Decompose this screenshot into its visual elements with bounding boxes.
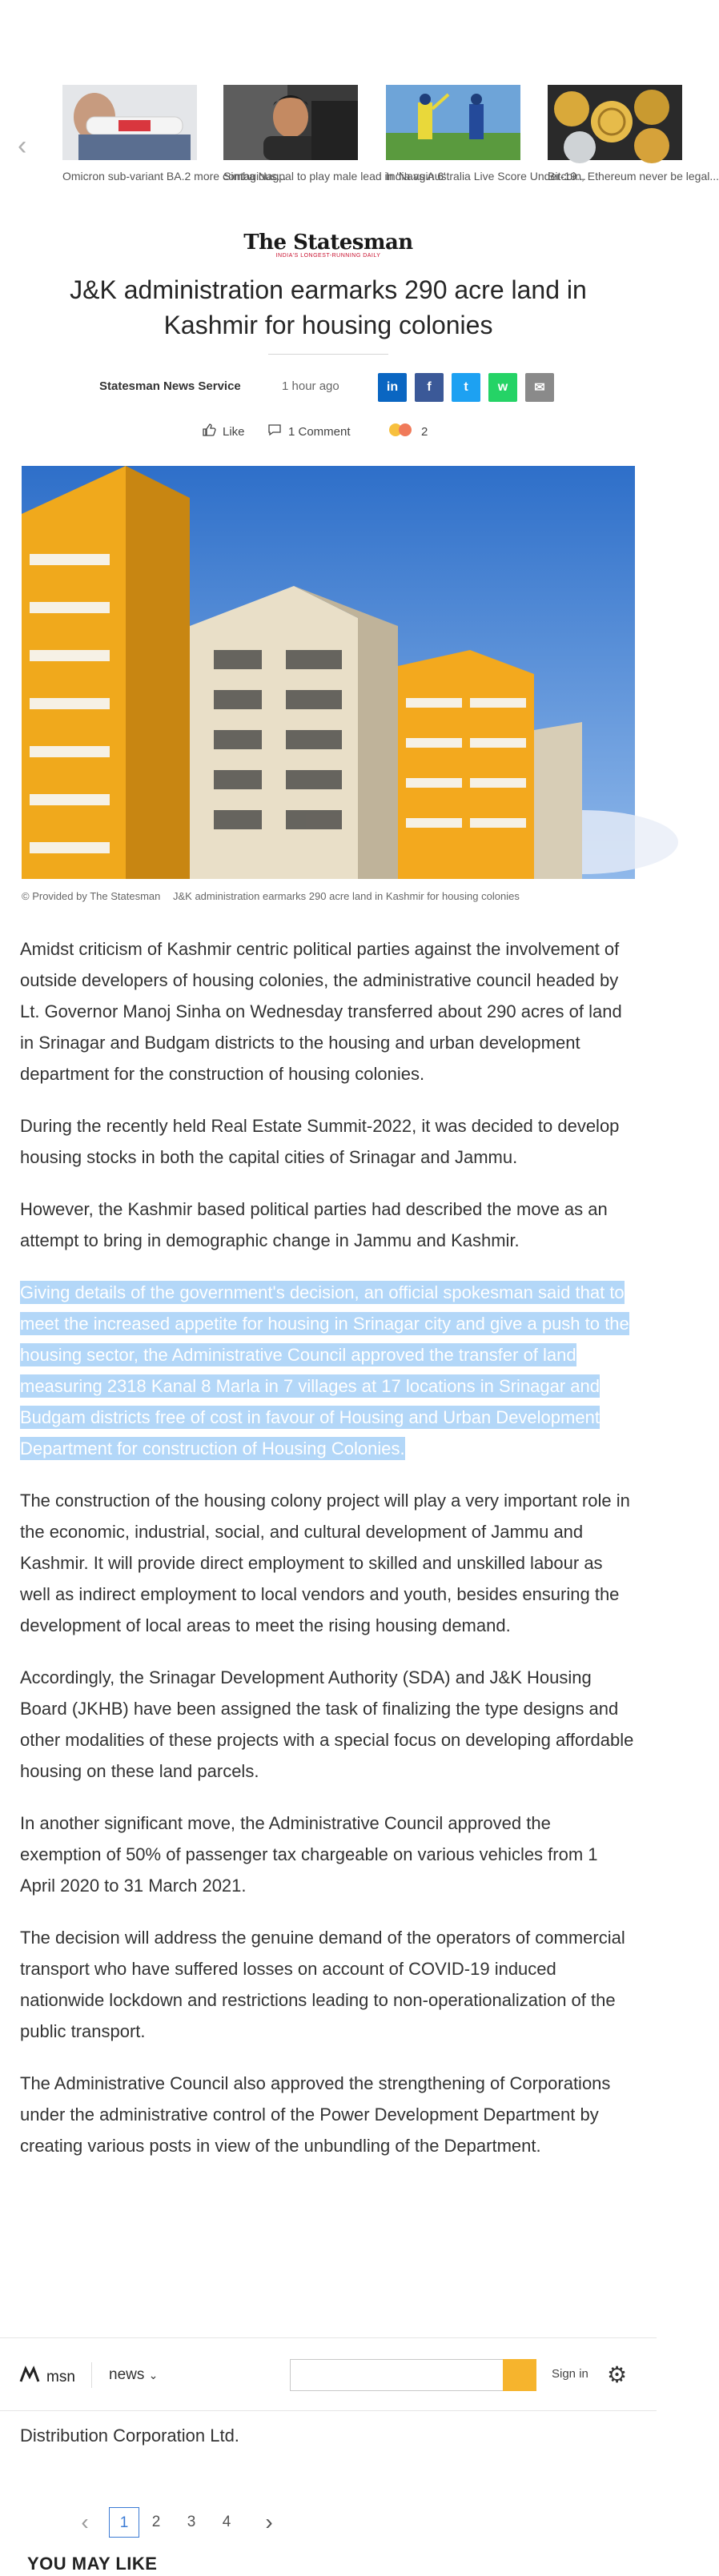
carousel-item[interactable] — [62, 85, 287, 184]
vial-photo — [62, 85, 197, 160]
article-paragraph: The construction of the housing colony project will play a very important role in the economic, industrial, social, and cultural development of Jammu and Kashmir. It will provide direct employment to skilled and unskilled labour as well as indirect employment to local vendors and youth, besides ensuring the development of local areas to meet the rising housing demand. — [20, 1491, 630, 1635]
article-paragraph: The Administrative Council also approved the strengthening of Corporations under the administrative control of the Power Development Department by creating various posts in view of the unbundling of the Department. — [20, 2073, 611, 2156]
carousel-item[interactable] — [548, 85, 719, 184]
coins-photo — [548, 85, 682, 160]
thumbs-up-icon — [202, 423, 216, 440]
publisher-logo[interactable] — [0, 231, 657, 259]
news-menu[interactable] — [109, 2366, 158, 2384]
msn-header-bar — [0, 2337, 657, 2411]
article-headline: J&K administration earmarks 290 acre land in Kashmir for housing colonies — [70, 275, 587, 339]
carousel-item-title: Simba Nagpal to play male lead in 'Naagin 6' — [223, 170, 446, 183]
article-paragraph: Amidst criticism of Kashmir centric political parties against the involvement of outside developers of housing colonies, the administrative council headed by Lt. Governor Manoj Sinha on Wednesday transferred about 290 acres of land in Srinagar and Budgam districts to the housing and urban development department for the construction of housing colonies. — [20, 939, 622, 1084]
twitter-share-button[interactable] — [452, 373, 480, 402]
publish-time: 1 hour ago — [282, 379, 339, 393]
article-body — [20, 933, 637, 2182]
page-button[interactable]: 4 — [222, 2514, 231, 2530]
caption-text: J&K administration earmarks 290 acre land in Kashmir for housing colonies — [173, 890, 520, 902]
carousel-item-title: India vs Australia Live Score Under-19... — [386, 170, 586, 183]
carousel-item[interactable] — [223, 85, 446, 184]
sign-in-link[interactable]: Sign in — [552, 2367, 588, 2381]
image-caption — [22, 890, 635, 902]
search-input[interactable] — [290, 2359, 503, 2391]
reaction-emoji-icon — [388, 422, 415, 441]
msn-logo[interactable] — [19, 2365, 75, 2389]
whatsapp-share-button[interactable] — [488, 373, 517, 402]
caption-source: © Provided by The Statesman — [22, 890, 161, 902]
article-paragraph: The decision will address the genuine demand of the operators of commercial transport who have suffered losses on account of COVID-19 induced nationwide lockdown and restrictions leading to non-operationalization of the public transport. — [20, 1928, 625, 2041]
email-icon: ✉ — [534, 381, 545, 395]
reactions-bar — [0, 421, 657, 442]
provider-name[interactable]: Statesman News Service — [99, 379, 241, 393]
gear-icon[interactable]: ⚙ — [607, 2362, 628, 2387]
carousel-item-title: Omicron sub-variant BA.2 more contagious... — [62, 170, 287, 183]
page-button[interactable]: 2 — [151, 2514, 161, 2530]
email-share-button[interactable] — [525, 373, 554, 402]
msn-logo-text: msn — [46, 2369, 75, 2385]
chevron-left-icon[interactable]: ‹ — [81, 2510, 89, 2534]
article-paragraph: During the recently held Real Estate Summit-2022, it was decided to develop housing stocks in both the capital cities of Srinagar and Jammu. — [20, 1116, 620, 1167]
page-button[interactable]: 1 — [109, 2507, 139, 2538]
search-button[interactable] — [503, 2359, 536, 2391]
article-paragraph: Accordingly, the Srinagar Development Authority (SDA) and J&K Housing Board (JKHB) have been assigned the task of finalizing the type designs and other modalities of these projects with a special focus on developing affordable housing on these land parcels. — [20, 1667, 634, 1781]
chevron-left-icon[interactable]: ‹ — [18, 130, 27, 161]
carousel-item-title: Bitcoin, Ethereum never be legal... — [548, 170, 719, 183]
article-hero-image — [22, 466, 635, 879]
you-may-like-heading: YOU MAY LIKE — [27, 2554, 158, 2574]
selected-text: Giving details of the government's decision, an official spokesman said that to meet the increased appetite for housing in Srinagar city and give a push to the housing sector, the Administrative Council approved the transfer of land measuring 2318 Kanal 8 Marla in 7 villages at 17 locations in Srinagar and Budgam districts free of cost in favour of Housing and Urban Development Department for construction of Housing Colonies. — [20, 1282, 629, 1459]
chevron-right-icon[interactable]: › — [265, 2510, 273, 2534]
article-paragraph: However, the Kashmir based political parties had described the move as an attempt to bring in demographic change in Jammu and Kashmir. — [20, 1199, 608, 1250]
like-label: Like — [223, 424, 245, 439]
top-stories-carousel — [0, 77, 719, 213]
chevron-down-icon: ⌄ — [148, 2369, 159, 2381]
linkedin-icon: in — [386, 380, 399, 394]
facebook-share-button[interactable] — [415, 373, 444, 402]
carousel-item[interactable] — [386, 85, 586, 184]
selected-paragraph — [20, 1277, 637, 1464]
reactions-summary[interactable] — [388, 421, 428, 442]
msn-butterfly-icon — [19, 2365, 40, 2389]
publisher-name: The Statesman — [243, 231, 413, 255]
publisher-tagline: INDIA'S LONGEST-RUNNING DAILY — [275, 253, 381, 259]
facebook-icon: f — [427, 380, 432, 394]
comment-count: 1 Comment — [288, 424, 351, 439]
divider — [268, 354, 388, 355]
comment-icon — [267, 423, 282, 440]
byline — [0, 373, 657, 402]
article-paragraph: In another significant move, the Administrative Council approved the exemption of 50% of passenger tax chargeable on various vehicles from 1 April 2020 to 31 March 2021. — [20, 1813, 598, 1896]
actor-photo — [223, 85, 358, 160]
comment-button[interactable] — [267, 421, 351, 442]
pagination — [0, 2507, 657, 2539]
twitter-icon: t — [464, 380, 468, 394]
cricket-photo — [386, 85, 520, 160]
article-paragraph-tail: Distribution Corporation Ltd. — [20, 2426, 239, 2446]
whatsapp-icon: w — [497, 380, 508, 394]
divider — [91, 2362, 92, 2388]
like-button[interactable] — [202, 421, 245, 442]
linkedin-share-button[interactable] — [378, 373, 407, 402]
reaction-count: 2 — [421, 424, 428, 439]
news-label: news — [109, 2366, 145, 2383]
page-button[interactable]: 3 — [187, 2514, 196, 2530]
